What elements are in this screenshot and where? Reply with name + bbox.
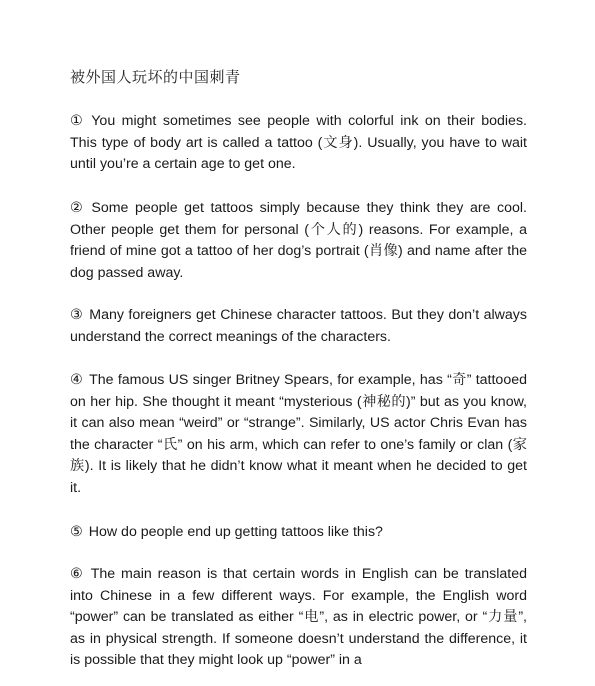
paragraph-text: Many foreigners get Chinese character tattoos. But they don’t always understand the correct meanings of the characters. xyxy=(70,307,527,345)
paragraph-3 xyxy=(70,305,527,348)
paragraph-4 xyxy=(70,370,527,500)
watermark-logo xyxy=(470,651,526,665)
paragraph-number: ① xyxy=(70,113,86,129)
paragraph-text: How do people end up getting tattoos like this? xyxy=(88,524,383,540)
paragraph-text: You might sometimes see people with colorful ink on their bodies. This type of body art is called a tattoo (文身). Usually, you have to wait until you’re a certain age to get one. xyxy=(70,113,527,173)
paragraph-text: Some people get tattoos simply because they think they are cool. Other people get them for personal (个人的) reasons. For example, a friend of mine got a tattoo of her dog’s portrait (肖像) and name after the dog passed away. xyxy=(70,200,527,281)
paragraph-number: ⑥ xyxy=(70,566,85,582)
document-title: 被外国人玩坏的中国刺青 xyxy=(70,69,241,86)
paragraph-number: ④ xyxy=(70,372,84,388)
paragraph-2 xyxy=(70,198,527,284)
paragraph-text: The main reason is that certain words in English can be translated into Chinese in a few different ways. For example, the English word “power” can be translated as either “电”, as in electric power, or “力量”, as in physical strength. If someone doesn’t understand the difference, it is possible that they might look up “power” in a xyxy=(70,566,527,669)
paragraph-1 xyxy=(70,111,527,176)
paragraph-5 xyxy=(70,522,527,544)
paragraph-number: ② xyxy=(70,200,86,216)
paragraph-number: ③ xyxy=(70,307,84,323)
paragraph-text: The famous US singer Britney Spears, for example, has “奇” tattooed on her hip. She thought it meant “mysterious (神秘的)” but as you know, it can also mean “weird” or “strange”. Similarly, US actor Chris Evan has the character “氏” on his arm, which can refer to one’s family or clan (家族). It is likely that he didn’t know what it meant when he decided to get it. xyxy=(70,372,527,496)
paragraph-6 xyxy=(70,564,527,672)
paragraph-number: ⑤ xyxy=(70,524,83,540)
